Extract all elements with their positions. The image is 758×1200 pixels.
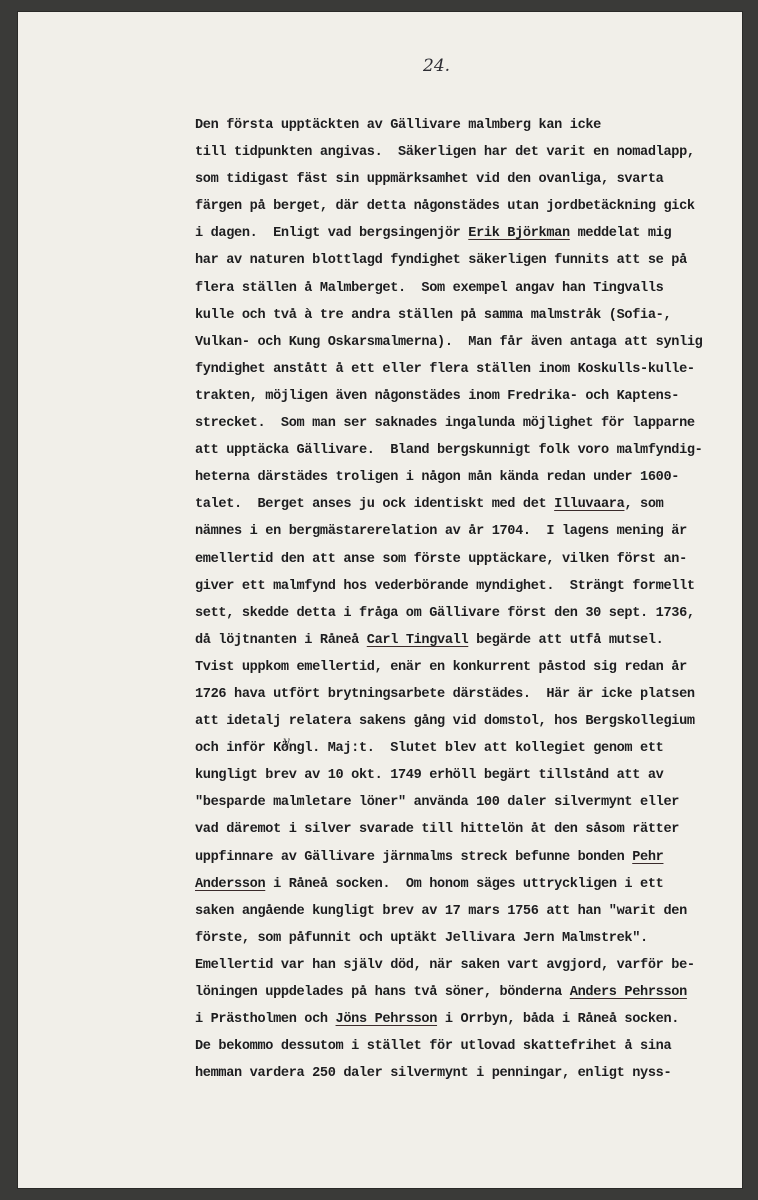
underlined-name: Pehr <box>632 849 664 865</box>
text-segment: kungligt brev av 10 okt. 1749 erhöll begärt tillstånd att av <box>195 768 664 784</box>
text-line <box>195 925 735 952</box>
text-segment: Emellertid var han själv död, när saken vart avgjord, varför be- <box>195 957 695 973</box>
text-line <box>195 247 735 274</box>
text-segment: trakten, möjligen även någonstädes inom Fredrika- och Kaptens- <box>195 388 680 404</box>
text-line <box>195 979 735 1006</box>
text-line <box>195 437 735 464</box>
underlined-name: Illuvaara <box>554 497 625 513</box>
text-line <box>195 573 735 600</box>
text-line <box>195 789 735 816</box>
text-segment: heterna därstädes troligen i någon mån kända redan under 1600- <box>195 470 680 486</box>
text-segment: flera ställen å Malmberget. Som exempel angav han Tingvalls <box>195 280 664 296</box>
text-segment: 1726 hava utfört brytningsarbete därstädes. Här är icke platsen <box>195 686 695 702</box>
text-line <box>195 166 735 193</box>
text-segment: i Orrbyn, båda i Råneå socken. <box>437 1012 680 1028</box>
text-segment: Den första upptäckten av Gällivare malmberg kan icke <box>195 118 601 133</box>
text-line <box>195 464 735 491</box>
underlined-name: Andersson <box>195 876 266 892</box>
text-segment: emellertid den att anse som förste upptäckare, vilken först an- <box>195 551 687 567</box>
text-segment: färgen på berget, där detta någonstädes utan jordbetäckning gick <box>195 199 695 215</box>
text-segment: som tidigast fäst sin uppmärksamhet vid den ovanliga, svarta <box>195 172 664 188</box>
page-number: 24. <box>423 56 451 76</box>
text-segment: strecket. Som man ser saknades ingalunda möjlighet för lapparne <box>195 416 695 432</box>
text-segment: "besparde malmletare löner" använda 100 daler silvermynt eller <box>195 795 680 811</box>
text-line <box>195 356 735 383</box>
text-segment: i Råneå socken. Om honom säges uttryckligen i ett <box>265 876 664 892</box>
text-segment: Vulkan- och Kung Oskarsmalmerna). Man får även antaga att synlig <box>195 334 703 350</box>
text-line <box>195 329 735 356</box>
text-line <box>195 627 735 654</box>
text-segment: har av naturen blottlagd fyndighet säkerligen funnits att se på <box>195 253 687 269</box>
text-segment: att upptäcka Gällivare. Bland bergskunnigt folk voro malmfyndig- <box>195 443 703 459</box>
text-line <box>195 735 735 762</box>
text-segment: begärde att utfå mutsel. <box>468 632 664 648</box>
text-line <box>195 546 735 573</box>
text-line <box>195 816 735 843</box>
text-line <box>195 762 735 789</box>
text-segment: då löjtnanten i Råneå <box>195 632 367 648</box>
text-segment: förste, som påfunnit och uptäkt Jellivara Jern Malmstrek". <box>195 930 648 946</box>
text-line <box>195 139 735 166</box>
text-segment: saken angående kungligt brev av 17 mars 1756 att han "warit den <box>195 903 687 919</box>
text-segment: löningen uppdelades på hans två söner, bönderna <box>195 985 570 1000</box>
text-line <box>195 220 735 247</box>
text-line <box>195 112 735 139</box>
text-segment: Tvist uppkom emellertid, enär en konkurrent påstod sig redan år <box>195 659 687 675</box>
text-segment: talet. Berget anses ju ock identiskt med det <box>195 497 555 513</box>
text-line <box>195 1060 735 1087</box>
text-segment: nämnes i en bergmästarerelation av år 1704. I lagens mening är <box>195 524 687 540</box>
text-line <box>195 410 735 437</box>
typed-paragraph <box>195 112 735 1087</box>
text-line <box>195 600 735 627</box>
text-line <box>195 491 735 518</box>
text-segment: , som <box>624 497 664 513</box>
text-segment: meddelat mig <box>569 226 672 242</box>
text-segment: sett, skedde detta i fråga om Gällivare först den 30 sept. 1736, <box>195 605 695 621</box>
text-segment: kulle och två à tre andra ställen på samma malmstråk (Sofia-, <box>195 307 672 323</box>
text-segment: i Prästholmen och <box>195 1012 336 1028</box>
text-segment: vad däremot i silver svarade till hittelön åt den såsom rätter <box>195 822 680 838</box>
underlined-name: Jöns Pehrsson <box>335 1012 438 1028</box>
text-segment: till tidpunkten angivas. Säkerligen har det varit en nomadlapp, <box>195 145 695 161</box>
text-line <box>195 844 735 871</box>
text-line <box>195 871 735 898</box>
handwritten-correction: ö y <box>281 741 289 756</box>
text-segment: ngl. Maj:t. Slutet blev att kollegiet genom ett <box>288 741 664 757</box>
text-line <box>195 383 735 410</box>
text-segment: giver ett malmfynd hos vederbörande myndighet. Strängt formellt <box>195 578 695 594</box>
text-segment: hemman vardera 250 daler silvermynt i penningar, enligt nyss- <box>195 1066 672 1082</box>
text-line <box>195 1033 735 1060</box>
text-line <box>195 1006 735 1033</box>
text-line <box>195 518 735 545</box>
text-segment: fyndighet anstått å ett eller flera ställen inom Koskulls-kulle- <box>195 361 695 377</box>
underlined-name: Erik Björkman <box>468 226 570 242</box>
text-segment: och inför K <box>195 741 281 757</box>
text-segment: i dagen. Enligt vad bergsingenjör <box>195 226 469 242</box>
text-line <box>195 681 735 708</box>
text-line <box>195 302 735 329</box>
text-line <box>195 275 735 302</box>
text-line <box>195 193 735 220</box>
underlined-name: Carl Tingvall <box>366 632 469 648</box>
text-line <box>195 708 735 735</box>
document-page <box>18 12 742 1188</box>
text-segment: att idetalj relatera sakens gång vid domstol, hos Bergskollegium <box>195 714 695 730</box>
text-line <box>195 654 735 681</box>
text-segment: uppfinnare av Gällivare järnmalms streck befunne bonden <box>195 849 633 865</box>
text-segment: De bekommo dessutom i stället för utlovad skattefrihet å sina <box>195 1039 672 1055</box>
underlined-name: Anders Pehrsson <box>569 985 687 1000</box>
text-line <box>195 952 735 979</box>
text-line <box>195 898 735 925</box>
